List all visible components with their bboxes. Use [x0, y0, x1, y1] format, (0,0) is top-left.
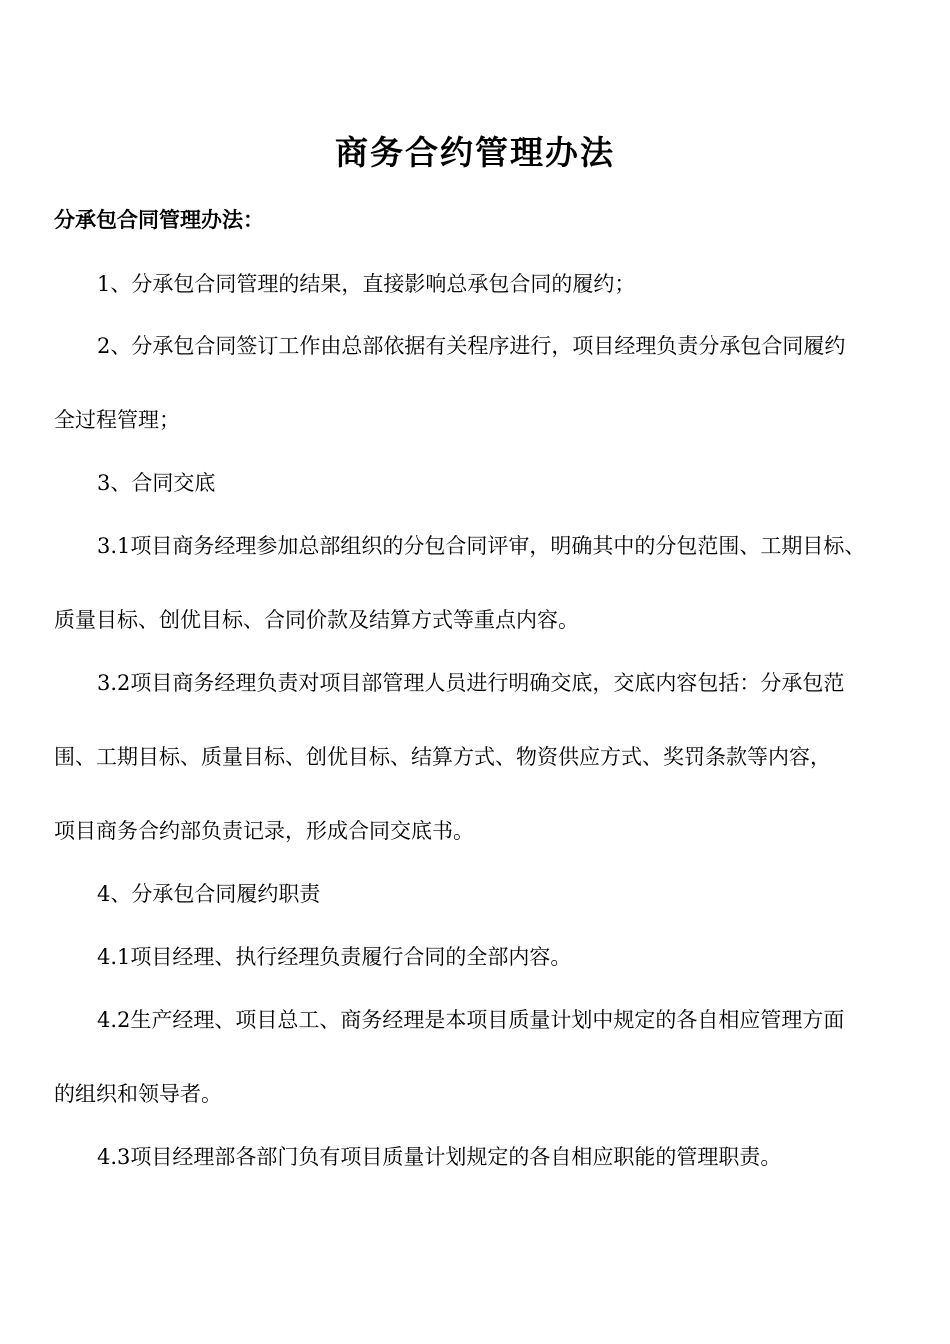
paragraph-line: 2、分承包合同签订工作由总部依据有关程序进行，项目经理负责分承包合同履约 [97, 334, 846, 358]
paragraph-line: 3、合同交底 [97, 471, 216, 495]
paragraph-line: 项目商务合约部负责记录，形成合同交底书。 [54, 819, 474, 843]
paragraph-line: 4、分承包合同履约职责 [97, 882, 321, 906]
paragraph-line: 围、工期目标、质量目标、创优目标、结算方式、物资供应方式、奖罚条款等内容， [54, 745, 831, 769]
document-title: 商务合约管理办法 [335, 133, 615, 172]
paragraph-line: 质量目标、创优目标、合同价款及结算方式等重点内容。 [54, 608, 579, 632]
paragraph-line: 3.2项目商务经理负责对项目部管理人员进行明确交底，交底内容包括：分承包范 [97, 671, 845, 695]
paragraph-line: 的组织和领导者。 [54, 1082, 222, 1106]
paragraph-line: 4.1项目经理、执行经理负责履行合同的全部内容。 [97, 945, 572, 969]
paragraph-line: 4.2生产经理、项目总工、商务经理是本项目质量计划中规定的各自相应管理方面 [97, 1008, 845, 1032]
section-heading: 分承包合同管理办法： [54, 207, 264, 232]
paragraph-line: 1、分承包合同管理的结果，直接影响总承包合同的履约； [97, 272, 636, 296]
paragraph-line: 全过程管理； [54, 408, 180, 432]
paragraph-line: 3.1项目商务经理参加总部组织的分包合同评审，明确其中的分包范围、工期目标、 [97, 534, 866, 558]
paragraph-line: 4.3项目经理部各部门负有项目质量计划规定的各自相应职能的管理职责。 [97, 1145, 782, 1169]
